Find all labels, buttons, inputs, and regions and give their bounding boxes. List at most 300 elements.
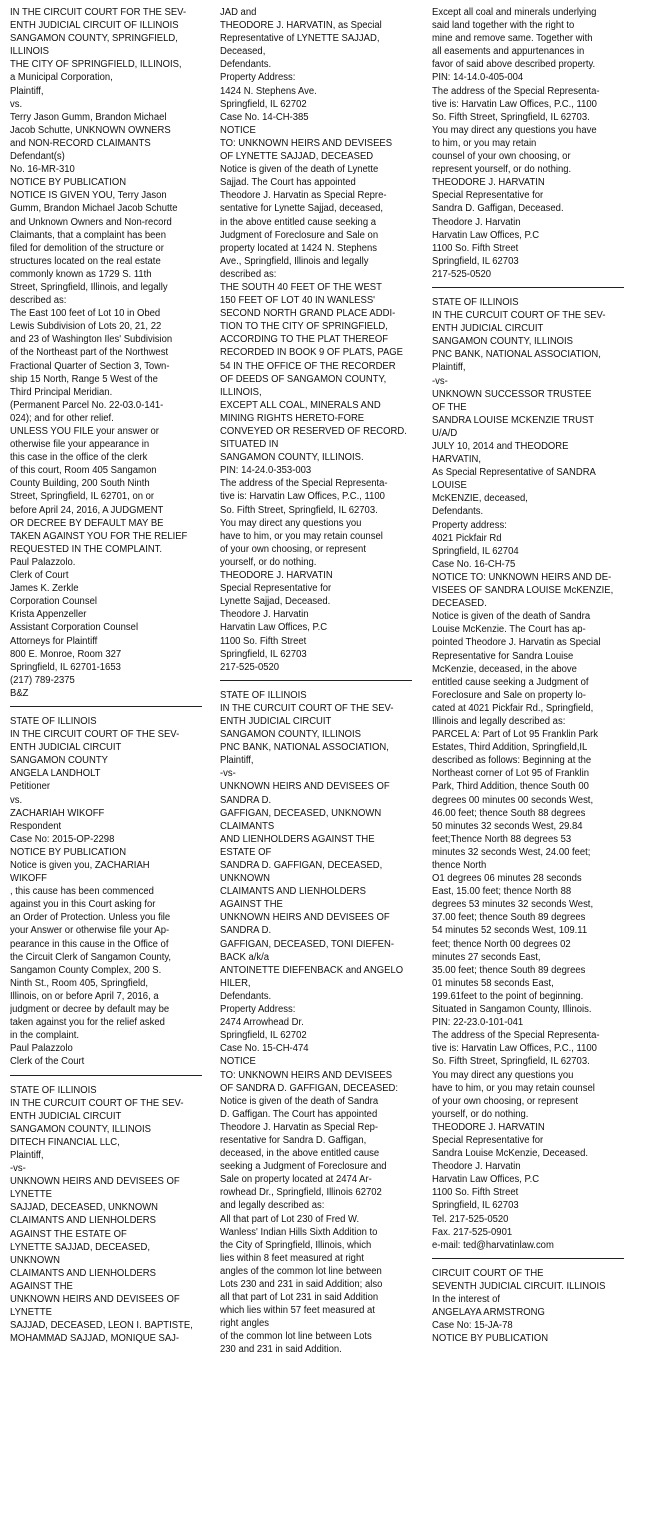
- notice-line: sentative for Lynette Sajjad, deceased,: [220, 203, 384, 215]
- notice-line: of this court, Room 405 Sangamon: [10, 465, 157, 477]
- notice-line: 1100 So. Fifth Street: [432, 242, 519, 254]
- notice-line: Springfield, IL 62703: [432, 255, 519, 267]
- notice-line: pointed Theodore J. Harvatin as Special: [432, 637, 601, 649]
- notice-line: Representative of LYNETTE SAJJAD,: [220, 33, 380, 45]
- notice-line: Property address:: [432, 519, 507, 531]
- notice-line: DECEASED.: [432, 598, 487, 610]
- notice-line: Judgment of Foreclosure and Sale on: [220, 229, 379, 241]
- notice-line: AGAINST THE ESTATE OF: [10, 1228, 127, 1240]
- notice-line: Plaintiff,: [10, 1149, 44, 1161]
- notice-line: 2474 Arrowhead Dr.: [220, 1017, 304, 1029]
- notice-line: cated at 4021 Pickfair Rd., Springfield,: [432, 702, 594, 714]
- notice-line: THEODORE J. HARVATIN, as Special: [220, 20, 382, 32]
- notice-line: SAJJAD, DECEASED, UNKNOWN: [10, 1202, 159, 1214]
- notice-line: TAKEN AGAINST YOU FOR THE RELIEF: [10, 530, 188, 542]
- notice-line: of the Northeast part of the Northwest: [10, 347, 169, 359]
- notice-line: all that part of Lot 231 in said Addition: [220, 1292, 379, 1304]
- notice-line: All that part of Lot 230 of Fred W.: [220, 1213, 360, 1225]
- notice-line: Notice is given of the death of Sandra: [432, 611, 591, 623]
- notice-line: 800 E. Monroe, Room 327: [10, 648, 122, 660]
- notice-line: entitled cause seeking a Judgment of: [432, 676, 589, 688]
- notice-line: vs.: [10, 98, 23, 110]
- notice-line: SECOND NORTH GRAND PLACE ADDI-: [220, 308, 396, 320]
- notice-line: Case No. 15-CH-474: [220, 1043, 309, 1055]
- notice-line: HARVATIN,: [432, 454, 481, 466]
- notice-line: 217-525-0520: [432, 268, 492, 280]
- notice-line: JAD and: [220, 7, 257, 18]
- notice-line: PNC BANK, NATIONAL ASSOCIATION,: [220, 742, 389, 754]
- notice-line: VISEES OF SANDRA LOUISE McKENZIE,: [432, 585, 614, 597]
- notice-divider: [432, 1258, 624, 1259]
- notice-line: -vs-: [220, 768, 236, 780]
- notice-line: mine and remove same. Together with: [432, 33, 593, 45]
- notice-line: Park, Third Addition, thence South 00: [432, 781, 589, 793]
- notice-line: Notice is given of the death of Lynette: [220, 164, 379, 176]
- notice-line: favor of said above described property.: [432, 59, 596, 71]
- notice-line: Wanless' Indian Hills Sixth Addition to: [220, 1226, 378, 1238]
- notice-line: Petitioner: [10, 781, 51, 793]
- notice-line: Plaintiff,: [10, 85, 44, 97]
- notice-line: Notice is given you, ZACHARIAH: [10, 860, 150, 871]
- notice-line: Krista Appenzeller: [10, 609, 87, 621]
- notice-line: judgment or decree by default may be: [10, 1004, 170, 1016]
- notice-line: AGAINST THE: [10, 1280, 73, 1292]
- notice-line: Clerk of Court: [10, 570, 69, 582]
- notice-line: Sale on property located at 2474 Ar-: [220, 1174, 372, 1186]
- notice-line: IN THE CIRCUIT COURT FOR THE SEV-: [10, 7, 187, 18]
- notice-line: IN THE CURCUIT COURT OF THE SEV-: [432, 310, 606, 322]
- notice-line: NOTICE BY PUBLICATION: [432, 1333, 549, 1345]
- legal-notice: [220, 6, 412, 674]
- legal-notice: [432, 6, 624, 281]
- notice-line: Springfield, IL 62703: [432, 1200, 519, 1212]
- notice-line: SANDRA D. GAFFIGAN, DECEASED,: [220, 860, 383, 871]
- notice-line: Defendants.: [220, 59, 272, 71]
- notice-line: Theodore J. Harvatin: [432, 216, 521, 228]
- notice-line: said land together with the right to: [432, 20, 575, 32]
- notice-line: D. Gaffigan. The Court has appointed: [220, 1108, 378, 1120]
- notice-line: NOTICE BY PUBLICATION: [10, 177, 127, 189]
- notice-line: THE SOUTH 40 FEET OF THE WEST: [220, 281, 382, 293]
- notice-line: Harvatin Law Offices, P.C: [432, 1174, 540, 1186]
- notice-line: LYNETTE: [10, 1189, 52, 1201]
- column-1: [10, 6, 202, 1345]
- notice-line: Plaintiff,: [220, 755, 254, 767]
- notice-line: STATE OF ILLINOIS: [10, 715, 97, 727]
- legal-notice: [220, 689, 412, 1357]
- notice-line: tive is: Harvatin Law Offices, P.C., 1100: [220, 491, 385, 503]
- notice-line: SEVENTH JUDICIAL CIRCUIT. ILLINOIS: [432, 1280, 606, 1292]
- notice-line: Defendants.: [220, 990, 272, 1002]
- notice-line: 217-525-0520: [220, 661, 280, 673]
- notice-line: Defendants.: [432, 506, 484, 518]
- notice-line: NOTICE IS GIVEN YOU, Terry Jason: [10, 190, 167, 202]
- notice-line: OF DEEDS OF SANGAMON COUNTY,: [220, 373, 387, 385]
- notice-line: SAJJAD, DECEASED, LEON I. BAPTISTE,: [10, 1320, 193, 1332]
- notice-line: LYNETTE SAJJAD, DECEASED,: [10, 1241, 150, 1253]
- notice-line: described as:: [10, 295, 67, 307]
- notice-line: taken against you for the relief asked: [10, 1017, 165, 1029]
- notice-line: ENTH JUDICIAL CIRCUIT OF ILLINOIS: [10, 20, 179, 32]
- notice-line: THEODORE J. HARVATIN: [220, 570, 333, 582]
- notice-divider: [220, 680, 412, 681]
- notice-line: CLAIMANTS AND LIENHOLDERS: [10, 1267, 156, 1279]
- notice-line: UNKNOWN SUCCESSOR TRUSTEE: [432, 388, 592, 400]
- notice-line: Defendant(s): [10, 151, 65, 163]
- notice-line: yourself, or do nothing.: [220, 556, 317, 568]
- notice-line: 230 and 231 in said Addition.: [220, 1344, 342, 1356]
- notice-line: UNKNOWN HEIRS AND DEVISEES OF: [10, 1176, 180, 1188]
- notice-line: County Building, 200 South Ninth: [10, 478, 150, 490]
- notice-line: Ninth St., Room 405, Springfield,: [10, 977, 149, 989]
- notice-line: SANGAMON COUNTY, ILLINOIS.: [220, 452, 364, 464]
- notice-line: described as follows: Beginning at the: [432, 755, 592, 767]
- notice-line: the Circuit Clerk of Sangamon County,: [10, 951, 172, 963]
- notice-line: Special Representative for: [432, 190, 544, 202]
- notice-line: 54 IN THE OFFICE OF THE RECORDER: [220, 360, 396, 372]
- notice-line: minutes 32 seconds West, 24.00 feet;: [432, 846, 591, 858]
- notice-line: Terry Jason Gumm, Brandon Michael: [10, 111, 167, 123]
- notice-line: Case No. 16-CH-75: [432, 558, 516, 570]
- notice-line: Respondent: [10, 820, 62, 832]
- notice-line: B&Z: [10, 687, 29, 699]
- notice-line: rowhead Dr., Springfield, Illinois 62702: [220, 1187, 382, 1199]
- notice-line: (217) 789-2375: [10, 674, 75, 686]
- notice-line: Special Representative for: [220, 583, 332, 595]
- notice-line: UNLESS YOU FILE your answer or: [10, 426, 159, 437]
- notice-line: NOTICE BY PUBLICATION: [10, 846, 127, 858]
- notice-line: You may direct any questions you: [220, 517, 362, 529]
- notice-line: HILER,: [220, 977, 251, 989]
- notice-line: TO: UNKNOWN HEIRS AND DEVISEES: [220, 1069, 393, 1081]
- notice-line: of your own choosing, or represent: [220, 543, 366, 555]
- notice-line: Third Principal Meridian.: [10, 386, 113, 398]
- notice-line: ANTOINETTE DIEFENBACK and ANGELO: [220, 964, 404, 976]
- notice-line: STATE OF ILLINOIS: [220, 689, 307, 701]
- notice-line: Plaintiff,: [432, 362, 466, 374]
- notice-line: IN THE CURCUIT COURT OF THE SEV-: [10, 1097, 184, 1109]
- notice-line: The address of the Special Representa-: [432, 85, 600, 97]
- notice-line: SANGAMON COUNTY, SPRINGFIELD,: [10, 33, 178, 45]
- notice-line: OF SANDRA D. GAFFIGAN, DECEASED:: [220, 1082, 399, 1094]
- notice-line: Estates, Third Addition, Springfield,IL: [432, 742, 588, 754]
- notice-line: Clerk of the Court: [10, 1056, 85, 1068]
- notice-line: 35.00 feet; thence South 89 degrees: [432, 964, 586, 976]
- notice-line: 1100 So. Fifth Street: [220, 635, 307, 647]
- legal-notice: [10, 1084, 202, 1346]
- notice-line: So. Fifth Street, Springfield, IL 62703.: [432, 111, 590, 123]
- notice-line: in the above entitled cause seeking a: [220, 216, 377, 228]
- notice-line: Tel. 217-525-0520: [432, 1213, 509, 1225]
- notice-line: 150 FEET OF LOT 40 IN WANLESS': [220, 295, 375, 307]
- notice-line: and legally described as:: [220, 1200, 325, 1212]
- notice-line: No. 16-MR-310: [10, 164, 75, 176]
- notice-line: minutes 27 seconds East,: [432, 951, 541, 963]
- notice-line: NOTICE: [220, 1056, 256, 1068]
- notice-line: this case in the office of the clerk: [10, 452, 148, 464]
- notice-line: feet; thence North 00 degrees 02: [432, 938, 571, 950]
- notice-line: O1 degrees 06 minutes 28 seconds: [432, 873, 582, 885]
- notice-line: AGAINST THE: [220, 899, 283, 911]
- notice-line: SANDRA LOUISE MCKENZIE TRUST: [432, 414, 595, 426]
- notice-line: PNC BANK, NATIONAL ASSOCIATION,: [432, 349, 601, 361]
- notice-line: SITUATED IN: [220, 439, 279, 451]
- notice-line: Corporation Counsel: [10, 596, 97, 608]
- notice-line: ENTH JUDICIAL CIRCUIT: [432, 323, 544, 335]
- notice-line: -vs-: [432, 375, 448, 387]
- notice-line: CIRCUIT COURT OF THE: [432, 1267, 544, 1279]
- notice-line: CONVEYED OR RESERVED OF RECORD.: [220, 426, 407, 437]
- notice-line: PIN: 22-23.0-101-041: [432, 1017, 524, 1029]
- notice-line: Case No: 2015-OP-2298: [10, 833, 115, 845]
- notice-line: 46.00 feet; thence South 88 degrees: [432, 807, 586, 819]
- notice-line: Springfield, IL 62702: [220, 98, 307, 110]
- notice-line: and Unknown Owners and Non-record: [10, 216, 172, 228]
- notice-line: Northeast corner of Lot 95 of Franklin: [432, 768, 590, 780]
- notice-line: SANGAMON COUNTY, ILLINOIS: [10, 1123, 151, 1135]
- notice-line: degrees 00 minutes 00 seconds West,: [432, 794, 594, 806]
- notice-line: IN THE CIRCUIT COURT OF THE SEV-: [10, 729, 180, 741]
- notice-line: MINING RIGHTS HERETO-FORE: [220, 412, 365, 424]
- notice-line: OF THE: [432, 401, 467, 413]
- notice-line: IN THE CURCUIT COURT OF THE SEV-: [220, 702, 394, 714]
- notice-line: NOTICE: [220, 124, 256, 136]
- notice-line: Special Representative for: [432, 1134, 544, 1146]
- notice-line: Sandra Louise McKenzie, Deceased.: [432, 1148, 588, 1160]
- notice-line: ZACHARIAH WIKOFF: [10, 807, 105, 819]
- notice-line: So. Fifth Street, Springfield, IL 62703.: [432, 1056, 590, 1068]
- notice-line: THEODORE J. HARVATIN: [432, 1121, 545, 1133]
- notice-line: Theodore J. Harvatin as Special Rep-: [220, 1121, 379, 1133]
- notice-line: degrees 53 minutes 32 seconds West,: [432, 899, 594, 911]
- notice-line: seeking a Judgment of Foreclosure and: [220, 1161, 387, 1173]
- notice-line: UNKNOWN HEIRS AND DEVISEES OF: [220, 781, 390, 793]
- notice-line: TO: UNKNOWN HEIRS AND DEVISEES: [220, 137, 393, 149]
- notice-divider: [10, 706, 202, 707]
- notice-line: SANGAMON COUNTY, ILLINOIS: [220, 729, 361, 741]
- notice-line: East, 15.00 feet; thence North 88: [432, 886, 572, 898]
- notice-line: of the common lot line between Lots: [220, 1331, 372, 1343]
- notice-line: SANGAMON COUNTY, ILLINOIS: [432, 336, 573, 348]
- notice-line: Notice is given of the death of Sandra: [220, 1095, 379, 1107]
- notice-line: BACK a/k/a: [220, 951, 270, 963]
- notice-line: 54 minutes 52 seconds West, 109.11: [432, 925, 588, 937]
- notice-line: SANDRA D.: [220, 794, 272, 806]
- notice-line: the City of Springfield, Illinois, which: [220, 1239, 372, 1251]
- notice-line: pearance in this cause in the Office of: [10, 938, 169, 950]
- notice-line: Paul Palazzolo: [10, 1043, 73, 1055]
- legal-notice: [10, 715, 202, 1069]
- notice-line: THE CITY OF SPRINGFIELD, ILLINOIS,: [10, 59, 182, 71]
- notice-line: As Special Representative of SANDRA: [432, 467, 596, 479]
- notice-line: UNKNOWN HEIRS AND DEVISEES OF: [10, 1294, 180, 1305]
- notice-line: represent yourself, or do nothing.: [432, 164, 572, 176]
- notice-line: PARCEL A: Part of Lot 95 Franklin Park: [432, 729, 598, 741]
- legal-notice: [432, 1267, 624, 1346]
- notice-line: Springfield, IL 62701-1653: [10, 661, 121, 673]
- notice-line: against you in this Court asking for: [10, 899, 156, 911]
- notice-line: Sangamon County Complex, 200 S.: [10, 964, 162, 976]
- notice-line: 4021 Pickfair Rd: [432, 532, 502, 544]
- notice-line: yourself, or do nothing.: [432, 1108, 529, 1120]
- notice-line: Lots 230 and 231 in said Addition; also: [220, 1279, 383, 1290]
- notice-line: resentative for Sandra D. Gaffigan,: [220, 1134, 367, 1146]
- notice-line: The address of the Special Representa-: [220, 478, 388, 490]
- notice-line: WIKOFF: [10, 873, 47, 885]
- notice-line: e-mail: ted@harvatinlaw.com: [432, 1239, 554, 1251]
- notice-line: Illinois, on or before April 7, 2016, a: [10, 990, 159, 1002]
- notice-line: PIN: 14-14.0-405-004: [432, 72, 524, 84]
- notice-line: property located at 1424 N. Stephens: [220, 242, 378, 254]
- notice-line: ENTH JUDICIAL CIRCUIT: [10, 1110, 122, 1122]
- notice-line: which lies within 57 feet measured at: [220, 1305, 375, 1317]
- notice-line: ACCORDING TO THE PLAT THEREOF: [220, 334, 389, 346]
- notice-line: 01 minutes 58 seconds East,: [432, 977, 554, 989]
- notice-line: Fax. 217-525-0901: [432, 1226, 513, 1238]
- notice-line: a Municipal Corporation,: [10, 72, 113, 84]
- notice-line: U/A/D: [432, 427, 458, 439]
- notice-line: GAFFIGAN, DECEASED, UNKNOWN: [220, 807, 382, 819]
- notice-line: STATE OF ILLINOIS: [432, 296, 519, 308]
- notice-line: ANGELA LANDHOLT: [10, 768, 101, 780]
- column-3: [432, 6, 624, 1345]
- notice-line: So. Fifth Street, Springfield, IL 62703.: [220, 504, 378, 516]
- notice-line: ANGELAYA ARMSTRONG: [432, 1307, 545, 1319]
- notice-line: Springfield, IL 62703: [220, 648, 307, 660]
- notice-line: Deceased,: [220, 46, 266, 58]
- notice-line: You may direct any questions you: [432, 1069, 574, 1081]
- notice-line: The East 100 feet of Lot 10 in Obed: [10, 308, 161, 320]
- notice-line: Paul Palazzolo.: [10, 556, 76, 568]
- notice-line: SANDRA D.: [220, 925, 272, 937]
- notice-line: CLAIMANTS AND LIENHOLDERS: [10, 1215, 156, 1227]
- notice-line: structures located on the real estate: [10, 255, 161, 267]
- notice-line: and NON-RECORD CLAIMANTS: [10, 137, 151, 149]
- notice-line: Harvatin Law Offices, P.C: [220, 622, 328, 634]
- notice-line: counsel of your own choosing, or: [432, 151, 571, 163]
- notice-line: Theodore J. Harvatin: [220, 609, 309, 621]
- notice-line: ENTH JUDICIAL CIRCUIT: [10, 742, 122, 754]
- notice-line: Assistant Corporation Counsel: [10, 622, 139, 634]
- notice-line: Jacob Schutte, UNKNOWN OWNERS: [10, 124, 171, 136]
- notice-line: Situated in Sangamon County, Illinois.: [432, 1004, 592, 1016]
- notice-line: commonly known as 1729 S. 11th: [10, 268, 152, 280]
- notice-line: Case No. 14-CH-385: [220, 111, 309, 123]
- notice-line: to him, or you may retain: [432, 137, 537, 149]
- notice-line: otherwise file your appearance in: [10, 439, 150, 451]
- notice-divider: [10, 1075, 202, 1076]
- notice-line: LYNETTE: [10, 1307, 52, 1319]
- notice-line: CLAIMANTS: [220, 820, 275, 832]
- notice-line: Except all coal and minerals underlying: [432, 7, 597, 18]
- notice-line: described as:: [220, 268, 277, 280]
- notice-line: Springfield, IL 62704: [432, 545, 519, 557]
- notice-line: OF LYNETTE SAJJAD, DECEASED: [220, 151, 374, 163]
- notice-line: PIN: 14-24.0-353-003: [220, 465, 312, 477]
- notice-line: CLAIMANTS AND LIENHOLDERS: [220, 886, 366, 898]
- notice-line: Sandra D. Gaffigan, Deceased.: [432, 203, 564, 215]
- notice-line: 37.00 feet; thence South 89 degrees: [432, 912, 586, 924]
- notice-line: deceased, in the above entitled cause: [220, 1148, 380, 1160]
- notice-line: MOHAMMAD SAJJAD, MONIQUE SAJ-: [10, 1333, 180, 1345]
- notice-line: feet;Thence North 88 degrees 53: [432, 833, 572, 845]
- notice-line: Fractional Quarter of Section 3, Town-: [10, 360, 170, 372]
- notice-line: ENTH JUDICIAL CIRCUIT: [220, 715, 332, 727]
- notice-line: an Order of Protection. Unless you file: [10, 912, 171, 924]
- notice-line: RECORDED IN BOOK 9 OF PLATS, PAGE: [220, 347, 403, 359]
- notice-line: of your own choosing, or represent: [432, 1095, 578, 1107]
- notice-line: , this cause has been commenced: [10, 886, 154, 898]
- notice-line: LOUISE: [432, 480, 467, 492]
- notice-line: Lynette Sajjad, Deceased.: [220, 596, 331, 608]
- notice-line: UNKNOWN: [220, 873, 271, 885]
- notice-line: your Answer or otherwise file your Ap-: [10, 925, 170, 937]
- notice-line: filed for demolition of the structure or: [10, 242, 164, 254]
- notice-line: all easements and appurtenances in: [432, 46, 585, 58]
- notice-line: have to him, or you may retain counsel: [432, 1082, 595, 1094]
- notice-line: tive is: Harvatin Law Offices, P.C., 1100: [432, 98, 597, 110]
- notice-line: In the interest of: [432, 1294, 500, 1305]
- notice-divider: [432, 287, 624, 288]
- notice-line: right angles: [220, 1318, 270, 1330]
- notice-line: have to him, or you may retain counsel: [220, 530, 383, 542]
- notice-line: Property Address:: [220, 72, 296, 84]
- notice-line: Street, Springfield, Illinois, and legally: [10, 281, 168, 293]
- notice-line: Property Address:: [220, 1004, 296, 1016]
- notice-line: STATE OF ILLINOIS: [10, 1084, 97, 1096]
- notice-line: Street, Springfield, IL 62701, on or: [10, 491, 155, 503]
- notice-line: Case No: 15-JA-78: [432, 1320, 513, 1332]
- notice-line: ESTATE OF: [220, 846, 272, 858]
- notice-line: Harvatin Law Offices, P.C: [432, 229, 540, 241]
- notice-line: Theodore J. Harvatin as Special Repre-: [220, 190, 387, 202]
- notice-line: -vs-: [10, 1163, 26, 1175]
- notice-line: OR DECREE BY DEFAULT MAY BE: [10, 517, 164, 529]
- notice-line: Gumm, Brandon Michael Jacob Schutte: [10, 203, 178, 215]
- notice-line: tive is: Harvatin Law Offices, P.C., 1100: [432, 1043, 597, 1055]
- notice-line: DITECH FINANCIAL LLC,: [10, 1136, 120, 1148]
- notice-line: JULY 10, 2014 and THEODORE: [432, 441, 569, 452]
- notice-line: TION TO THE CITY OF SPRINGFIELD,: [220, 321, 388, 333]
- notice-line: Springfield, IL 62702: [220, 1030, 307, 1042]
- notice-line: before April 24, 2016, A JUDGMENT: [10, 504, 164, 516]
- notice-line: Sajjad. The Court has appointed: [220, 177, 356, 189]
- notice-line: 199.61feet to the point of beginning.: [432, 990, 584, 1002]
- notice-line: in the complaint.: [10, 1030, 80, 1042]
- notice-line: The address of the Special Representa-: [432, 1030, 600, 1042]
- notice-line: lies within 8 feet measured at right: [220, 1252, 364, 1264]
- notice-line: UNKNOWN: [10, 1254, 61, 1266]
- notice-line: Claimants, that a complaint has been: [10, 229, 166, 241]
- notice-line: NOTICE TO: UNKNOWN HEIRS AND DE-: [432, 571, 612, 583]
- notice-line: Representative for Sandra Louise: [432, 650, 574, 662]
- notice-line: (Permanent Parcel No. 22-03.0-141-: [10, 399, 164, 411]
- notice-line: Attorneys for Plaintiff: [10, 635, 98, 647]
- legal-notice: [10, 6, 202, 700]
- notice-line: EXCEPT ALL COAL, MINERALS AND: [220, 399, 381, 411]
- notice-line: SANGAMON COUNTY: [10, 755, 108, 767]
- notice-line: Foreclosure and Sale on property lo-: [432, 689, 586, 701]
- notice-line: ILLINOIS,: [220, 386, 262, 398]
- notice-line: Theodore J. Harvatin: [432, 1161, 521, 1173]
- notice-line: 024); and for other relief.: [10, 412, 114, 424]
- legal-notice: [432, 296, 624, 1252]
- notice-line: angles of the common lot line between: [220, 1265, 382, 1277]
- notice-line: AND LIENHOLDERS AGAINST THE: [220, 833, 375, 845]
- notice-line: UNKNOWN HEIRS AND DEVISEES OF: [220, 912, 390, 924]
- notice-line: GAFFIGAN, DECEASED, TONI DIEFEN-: [220, 938, 395, 950]
- notice-line: and 23 of Washington Iles' Subdivision: [10, 334, 173, 346]
